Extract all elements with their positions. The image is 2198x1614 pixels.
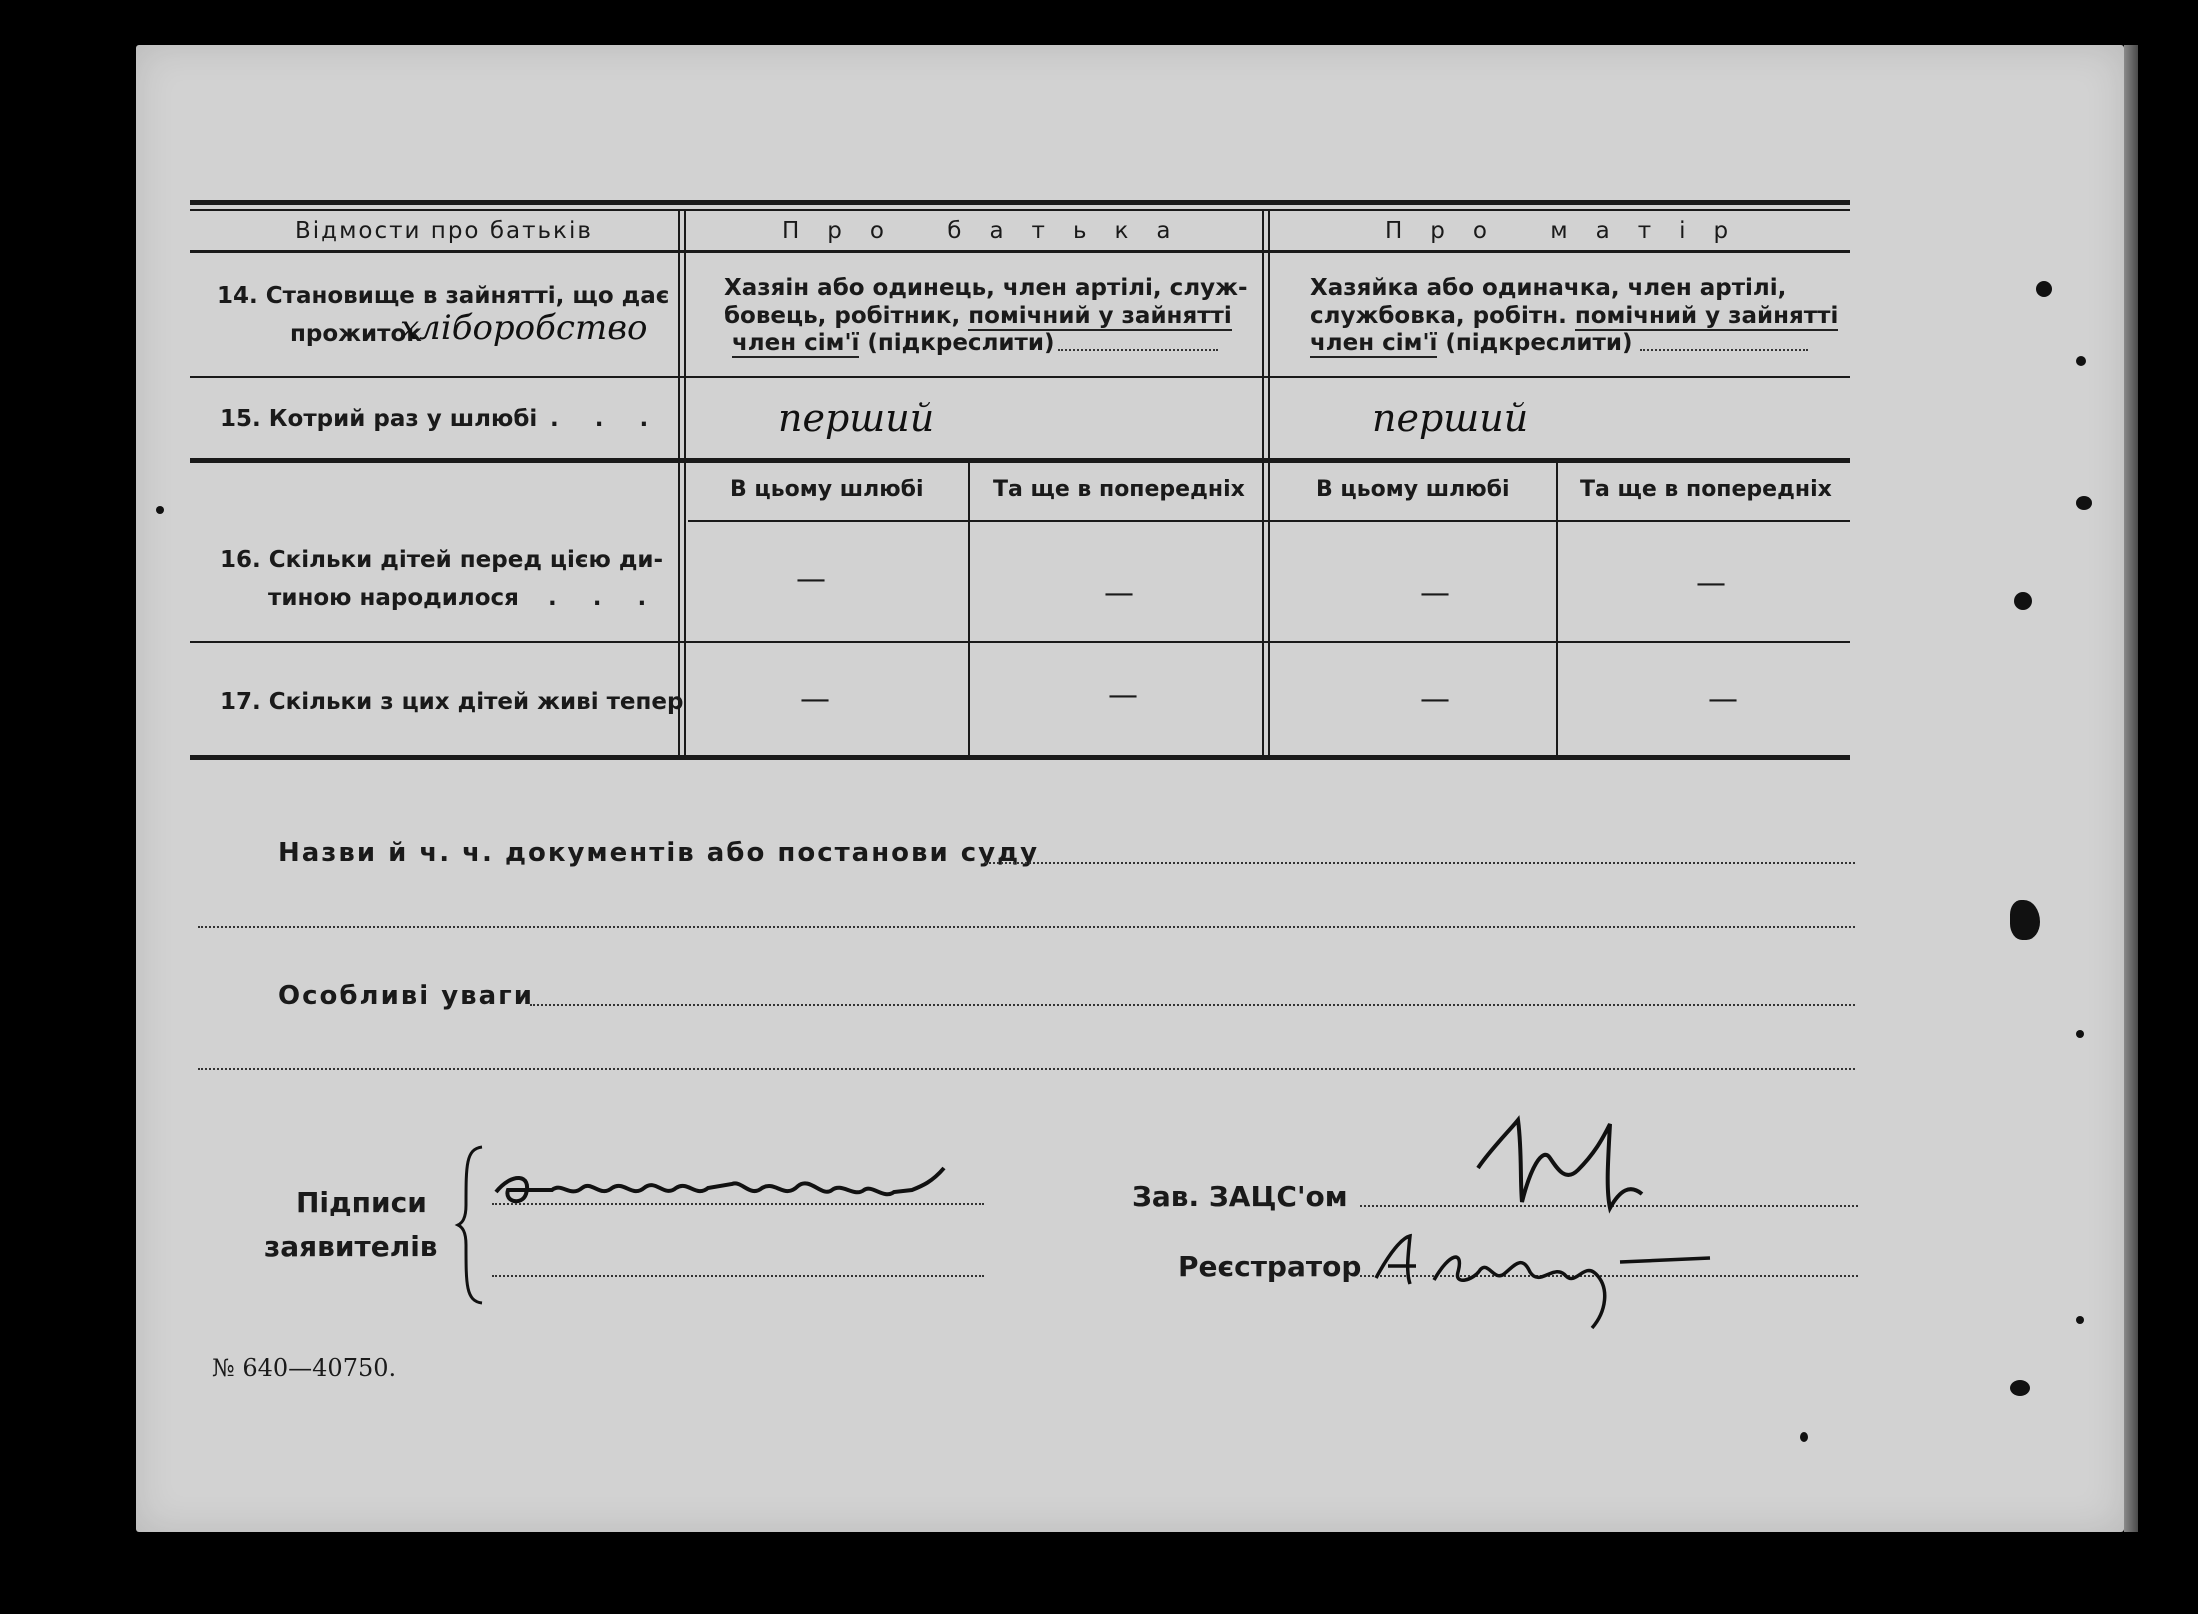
row16-father-previous: —	[1104, 576, 1134, 611]
row17-father-previous: —	[1108, 678, 1138, 713]
father-occupation-line2	[724, 302, 1232, 330]
registrar-label: Реєстратор	[1178, 1250, 1362, 1283]
father-subcol-divider	[968, 463, 970, 757]
col1-divider-b	[684, 210, 686, 757]
mother-family-member: член сім'ї	[1310, 330, 1438, 356]
binder-hole-4	[2010, 1380, 2030, 1396]
row14-label-line2: прожиток	[290, 321, 422, 347]
binder-hole-3	[2014, 592, 2032, 610]
notes-dotline-1	[530, 1004, 1855, 1006]
applicants-signatures-label-line1: Підписи	[296, 1186, 427, 1219]
row14-bottom-rule	[190, 376, 1850, 378]
applicant-signature-dotline-2	[492, 1275, 984, 1277]
binder-hole-2	[2076, 496, 2092, 510]
father-family-member: член сім'ї	[732, 330, 860, 356]
row16-mother-current: —	[1420, 576, 1450, 611]
father-occupation-dotline	[1058, 349, 1218, 351]
documents-dotline-2	[198, 926, 1855, 928]
father-underline-hint: (підкреслити)	[859, 330, 1055, 356]
col2-divider	[1262, 210, 1264, 757]
row15-label: 15. Котрий раз у шлюбі	[220, 406, 538, 432]
speck-2	[2076, 1030, 2084, 1038]
row14-handwritten-occupation: хліборобство	[400, 308, 648, 348]
paper-tear	[2010, 900, 2040, 940]
row15-label-dots: . . .	[550, 406, 663, 432]
speck-3	[2076, 1316, 2084, 1324]
mother-marriage-number: перший	[1372, 396, 1529, 440]
father-current-marriage-header: В цьому шлюбі	[730, 477, 924, 502]
mother-occupation-options: службовка, робітн.	[1310, 303, 1575, 329]
father-occupation-helper: помічний у зайнятті	[968, 303, 1232, 329]
father-marriage-number: перший	[778, 396, 935, 440]
mother-previous-marriages-header: Та ще в попередніх	[1580, 477, 1832, 502]
mother-occupation-dotline	[1640, 349, 1808, 351]
applicant-signature-dotline-1	[492, 1203, 984, 1205]
speck-4	[1800, 1432, 1808, 1442]
mother-underline-hint: (підкреслити)	[1437, 330, 1633, 356]
row16-bottom-rule	[190, 641, 1850, 643]
registrar-signature	[1370, 1232, 1710, 1332]
row16-label-dots: . . .	[548, 585, 661, 611]
table-bottom-rule	[190, 755, 1850, 760]
father-previous-marriages-header: Та ще в попередніх	[993, 477, 1245, 502]
mother-occupation-line3	[1310, 329, 1633, 357]
mother-subcol-divider	[1556, 463, 1558, 757]
col2-divider-b	[1268, 210, 1270, 757]
row17-father-current: —	[800, 682, 830, 717]
documents-dotline-1	[985, 862, 1855, 864]
documents-label: Назви й ч. ч. документів або постанови суду	[278, 838, 1040, 868]
row16-label-line1: 16. Скільки дітей перед цією ди-	[220, 547, 664, 573]
applicants-signatures-label-line2: заявителів	[264, 1230, 438, 1263]
father-occupation-options: бовець, робітник,	[724, 303, 969, 329]
row16-father-current: —	[796, 562, 826, 597]
row17-mother-previous: —	[1708, 682, 1738, 717]
table-top-rule-thin	[190, 209, 1850, 211]
father-occupation-line1: Хазяін або одинець, член артілі, служ-	[724, 275, 1248, 301]
row14-label-line1: 14. Становище в зайнятті, що дає	[217, 283, 670, 309]
notes-label: Особливі уваги	[278, 981, 534, 1011]
mother-current-marriage-header: В цьому шлюбі	[1316, 477, 1510, 502]
applicants-brace	[456, 1145, 486, 1305]
row15-bottom-rule	[190, 458, 1850, 463]
col1-divider	[678, 210, 680, 757]
applicant-signature	[492, 1162, 952, 1222]
header-about-father: Про батька	[782, 218, 1199, 244]
speck-1	[2076, 356, 2086, 366]
notes-dotline-2	[198, 1068, 1855, 1070]
row17-label: 17. Скільки з цих дітей живі тепер	[220, 689, 684, 715]
row16-mother-previous: —	[1696, 566, 1726, 601]
header-parents-info: Відмости про батьків	[295, 218, 593, 244]
row16-label-line2: тиною народилося	[268, 585, 519, 611]
row17-mother-current: —	[1420, 682, 1450, 717]
table-top-rule	[190, 200, 1850, 205]
header-about-mother: Про матір	[1385, 218, 1757, 244]
form-number: № 640—40750.	[212, 1354, 397, 1382]
mother-occupation-line1: Хазяйка або одиначка, член артілі,	[1310, 275, 1787, 301]
speck-5	[156, 506, 164, 514]
registry-head-label: Зав. ЗАЦС'ом	[1132, 1180, 1348, 1213]
mother-occupation-line2	[1310, 302, 1838, 330]
mother-occupation-helper: помічний у зайнятті	[1574, 303, 1839, 329]
binder-hole-1	[2036, 281, 2052, 297]
registry-head-signature	[1470, 1110, 1660, 1220]
header-bottom-rule	[190, 250, 1850, 253]
father-occupation-line3	[732, 329, 1055, 357]
